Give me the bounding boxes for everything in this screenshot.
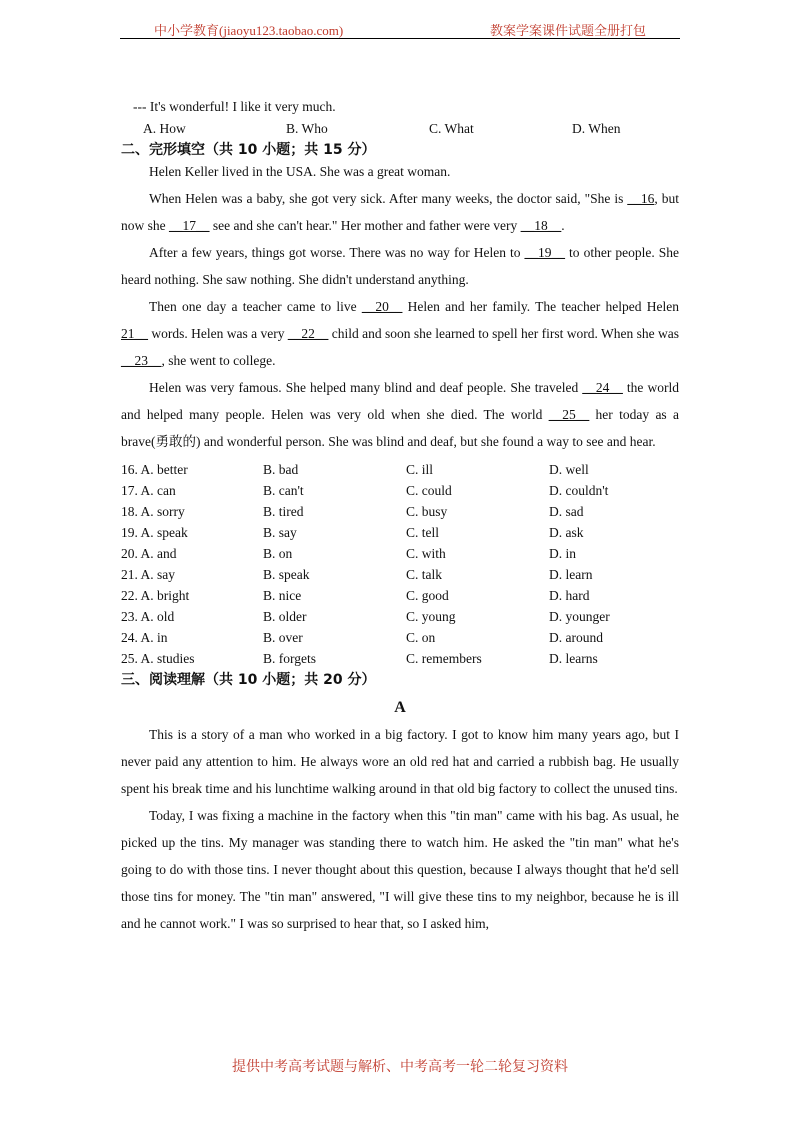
cloze-q23: 23. A. old B. older C. young D. younger: [121, 609, 610, 624]
q15-options: [121, 118, 679, 139]
header-right-text: 教案学案课件试题全册打包: [489, 23, 646, 38]
blank-23: __23__: [121, 353, 162, 368]
cloze-paragraph-1: Helen Keller lived in the USA. She was a great woman.: [149, 164, 451, 179]
reading-paragraph-1: This is a story of a man who worked in a big factory. I got to know him many years ago, but I never paid any attention to him. He always wore an old red hat and carried a rubbish bag. He usually spent his break time and his lunchtime walking around in that old big factory to collect the unused tins.: [121, 727, 679, 796]
cloze-q21: 21. A. say B. speak C. talk D. learn: [121, 567, 593, 582]
blank-25: __25__: [548, 407, 590, 422]
cloze-q16: 16. A. better B. bad C. ill D. well: [121, 462, 589, 477]
section-2-title: 二、完形填空（共 10 小题；共 15 分）: [121, 142, 376, 158]
section-3-title: 三、阅读理解（共 10 小题；共 20 分）: [121, 672, 376, 688]
cloze-q18: 18. A. sorry B. tired C. busy D. sad: [121, 504, 584, 519]
cloze-paragraph-3: After a few years, things got worse. There was no way for Helen to __19__ to other people. She heard nothing. She saw nothing. She didn't understand anything.: [121, 245, 679, 287]
page-footer: 提供中考高考试题与解析、中考高考一轮二轮复习资料: [232, 1060, 568, 1075]
cloze-q20: 20. A. and B. on C. with D. in: [121, 546, 576, 561]
option-text: D. When: [572, 121, 621, 136]
blank-21: 21__: [121, 326, 148, 341]
cloze-q17: 17. A. can B. can't C. could D. couldn't: [121, 483, 609, 498]
header-left-text: 中小学教育(jiaoyu123.taobao.com): [154, 23, 344, 38]
blank-20: __20__: [361, 299, 403, 314]
option-text: B. Who: [286, 121, 328, 136]
option-text: A. How: [143, 121, 186, 136]
cloze-paragraph-5: Helen was very famous. She helped many blind and deaf people. She traveled __24__ the world and helped many people. Helen was very old when she died. The world __25__ her today as a brave(勇敢的) and wonderful person. She was blind and deaf, but she found a way to see and hear.: [121, 380, 680, 449]
blank-19: __19__: [524, 245, 566, 260]
cloze-q25: 25. A. studies B. forgets C. remembers D. learns: [121, 651, 598, 666]
intro-line: --- It's wonderful! I like it very much.: [133, 99, 336, 114]
document-body: [121, 96, 679, 937]
passage-a-label: A: [394, 699, 406, 716]
reading-paragraph-2: Today, I was fixing a machine in the factory when this "tin man" came with his bag. As usual, he picked up the tins. My manager was standing there to watch him. He asked the "tin man" what he's going to do with those tins. I never thought about this question, because I always thought that he'd sell those tins for money. The "tin man" answered, "I will give these tins to my neighbor, because he is ill and he cannot work." I was so surprised to hear that, so I asked him,: [121, 808, 679, 931]
cloze-q22: 22. A. bright B. nice C. good D. hard: [121, 588, 590, 603]
cloze-q24: 24. A. in B. over C. on D. around: [121, 630, 603, 645]
blank-24: __24__: [582, 380, 623, 395]
cloze-q19: 19. A. speak B. say C. tell D. ask: [121, 525, 584, 540]
option-text: C. What: [429, 121, 474, 136]
cloze-paragraph-4: Then one day a teacher came to live __20__ Helen and her family. The teacher helped Helen 21__ words. Helen was a very __22__ child and soon she learned to spell her first word. When she was __23__, she went to college.: [121, 299, 680, 368]
cloze-paragraph-2: When Helen was a baby, she got very sick. After many weeks, the doctor said, "She is __16, but now she __17__ see and she can't hear." Her mother and father were very __18__.: [121, 191, 679, 233]
blank-18: __18__: [520, 218, 562, 233]
page-header: [120, 18, 680, 39]
blank-17: __17__: [169, 218, 210, 233]
blank-22: __22__: [287, 326, 329, 341]
blank-16: __16: [627, 191, 655, 206]
